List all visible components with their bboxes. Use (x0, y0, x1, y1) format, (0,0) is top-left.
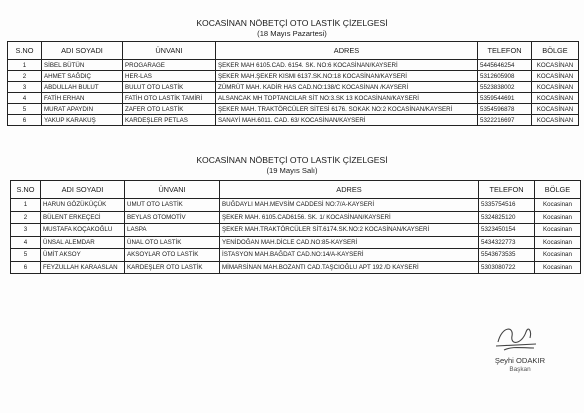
cell-name: MURAT APAYDIN (42, 104, 123, 115)
cell-address: ŞEKER MAH. 6105.CAD6156. SK. 1/ KOCASİNAN/KAYSERİ (220, 211, 479, 224)
cell-title: HER-LAS (123, 71, 216, 82)
header-phone: TELEFON (478, 42, 532, 60)
cell-phone: 5303080722 (479, 261, 535, 274)
cell-region: Kocasinan (535, 199, 581, 212)
cell-address: ŞEKER MAH. TRAKTÖRCÜLER SİTESİ 6176. SOKAK NO:2 KOCASİNAN/KAYSERİ (216, 104, 478, 115)
cell-region: KOCASİNAN (532, 115, 579, 126)
cell-address: ZÜMRÜT MAH. KADİR HAS CAD.NO:138/C KOCASİNAN /KAYSERİ (216, 82, 478, 93)
cell-title: KARDEŞLER OTO LASTİK (125, 261, 220, 274)
header-title: ÜNVANI (125, 181, 220, 199)
cell-address: YENİDOĞAN MAH.DİCLE CAD.NO:85-KAYSERİ (220, 236, 479, 249)
cell-name: SİBEL BÜTÜN (42, 60, 123, 71)
table-row (8, 104, 579, 115)
cell-name: FATİH ERHAN (42, 93, 123, 104)
table-row (8, 71, 579, 82)
table-row (8, 115, 579, 126)
cell-name: ABDULLAH BULUT (42, 82, 123, 93)
cell-phone: 5324825120 (479, 211, 535, 224)
header-region: BÖLGE (535, 181, 581, 199)
header-address: ADRES (220, 181, 479, 199)
cell-name: FEYZULLAH KARAASLAN (41, 261, 125, 274)
cell-region: Kocasinan (535, 224, 581, 237)
cell-sno: 5 (11, 249, 41, 262)
cell-title: PROGARAGE (123, 60, 216, 71)
table-row (11, 211, 581, 224)
cell-phone: 5354596878 (478, 104, 532, 115)
cell-region: KOCASİNAN (532, 71, 579, 82)
schedule-table-18-may (7, 41, 579, 126)
cell-phone: 5322216697 (478, 115, 532, 126)
cell-region: KOCASİNAN (532, 60, 579, 71)
header-address: ADRES (216, 42, 478, 60)
table-header-row (11, 181, 581, 199)
cell-phone: 5434322773 (479, 236, 535, 249)
cell-sno: 4 (8, 93, 42, 104)
cell-region: Kocasinan (535, 211, 581, 224)
cell-title: BULUT OTO LASTİK (123, 82, 216, 93)
section2-subtitle: (19 Mayıs Salı) (266, 166, 318, 175)
cell-region: Kocasinan (535, 236, 581, 249)
cell-title: AKSOYLAR OTO LASTİK (125, 249, 220, 262)
header-sno: S.NO (8, 42, 42, 60)
header-title: ÜNVANI (123, 42, 216, 60)
cell-address: ALSANCAK MH TOPTANCILAR SİT NO:3.SK 13 KOCASİNAN/KAYSERİ (216, 93, 478, 104)
cell-address: İSTASYON MAH.BAĞDAT CAD.NO:14/A-KAYSERİ (220, 249, 479, 262)
table-row (11, 249, 581, 262)
cell-sno: 3 (8, 82, 42, 93)
cell-name: ÜMİT AKSOY (41, 249, 125, 262)
table-row (8, 82, 579, 93)
cell-phone: 5523838002 (478, 82, 532, 93)
cell-name: BÜLENT ERKEÇECİ (41, 211, 125, 224)
cell-title: BEYLAS OTOMOTİV (125, 211, 220, 224)
cell-address: BUĞDAYLI MAH.MEVSİM CADDESİ NO:7/A-KAYSERİ (220, 199, 479, 212)
cell-name: HARUN GÖZÜKÜÇÜK (41, 199, 125, 212)
cell-title: ÜNAL OTO LASTİK (125, 236, 220, 249)
table-row (11, 261, 581, 274)
cell-region: Kocasinan (535, 261, 581, 274)
cell-name: YAKUP KARAKUŞ (42, 115, 123, 126)
cell-sno: 4 (11, 236, 41, 249)
section1-subtitle: (18 Mayıs Pazartesi) (257, 29, 327, 38)
header-name: ADI SOYADI (42, 42, 123, 60)
cell-phone: 5543673535 (479, 249, 535, 262)
cell-phone: 5445646254 (478, 60, 532, 71)
cell-sno: 2 (8, 71, 42, 82)
cell-phone: 5359544691 (478, 93, 532, 104)
cell-phone: 5312605908 (478, 71, 532, 82)
section1-title: KOCASİNAN NÖBETÇİ OTO LASTİK ÇİZELGESİ (196, 18, 388, 28)
cell-name: MUSTAFA KOÇAKOĞLU (41, 224, 125, 237)
cell-sno: 6 (8, 115, 42, 126)
cell-sno: 3 (11, 224, 41, 237)
cell-name: ÜNSAL ALEMDAR (41, 236, 125, 249)
header-sno: S.NO (11, 181, 41, 199)
cell-address: SANAYİ MAH.6011. CAD. 63/ KOCASİNAN/KAYSERİ (216, 115, 478, 126)
signature-name: Şeyhi ODAKIR (494, 356, 546, 365)
cell-sno: 5 (8, 104, 42, 115)
cell-title: LASPA (125, 224, 220, 237)
cell-title: FATİH OTO LASTİK TAMİRİ (123, 93, 216, 104)
cell-address: ŞEKER MAH.ŞEKER KISMI 6137.SK.NO:18 KOCASİNAN/KAYSERİ (216, 71, 478, 82)
table-row (11, 199, 581, 212)
signature-role: Başkan (509, 366, 531, 373)
cell-title: UMUT OTO LASTİK (125, 199, 220, 212)
cell-address: ŞEKER MAH 6105.CAD. 6154. SK. NO:6 KOCASİNAN/KAYSERİ (216, 60, 478, 71)
header-name: ADI SOYADI (41, 181, 125, 199)
cell-phone: 5323450154 (479, 224, 535, 237)
table-header-row (8, 42, 579, 60)
cell-title: KARDEŞLER PETLAS (123, 115, 216, 126)
cell-title: ZAFER OTO LASTİK (123, 104, 216, 115)
signature-scribble-icon (492, 322, 540, 354)
header-region: BÖLGE (532, 42, 579, 60)
table-row (8, 60, 579, 71)
table-row (8, 93, 579, 104)
header-phone: TELEFON (479, 181, 535, 199)
cell-phone: 5335754516 (479, 199, 535, 212)
cell-sno: 1 (8, 60, 42, 71)
cell-name: AHMET SAĞDIÇ (42, 71, 123, 82)
cell-region: KOCASİNAN (532, 93, 579, 104)
cell-address: ŞEKER MAH.TRAKTÖRCÜLER SİT.6174.SK.NO:2 KOCASİNAN/KAYSERİ (220, 224, 479, 237)
cell-region: Kocasinan (535, 249, 581, 262)
table-row (11, 236, 581, 249)
cell-region: KOCASİNAN (532, 104, 579, 115)
schedule-table-19-may (10, 180, 581, 274)
cell-region: KOCASİNAN (532, 82, 579, 93)
table-row (11, 224, 581, 237)
cell-sno: 2 (11, 211, 41, 224)
cell-address: MİMARSİNAN MAH.BOZANTI CAD.TAŞCIOĞLU APT 192 /D KAYSERİ (220, 261, 479, 274)
cell-sno: 1 (11, 199, 41, 212)
cell-sno: 6 (11, 261, 41, 274)
section2-title: KOCASİNAN NÖBETÇİ OTO LASTİK ÇİZELGESİ (196, 155, 388, 165)
